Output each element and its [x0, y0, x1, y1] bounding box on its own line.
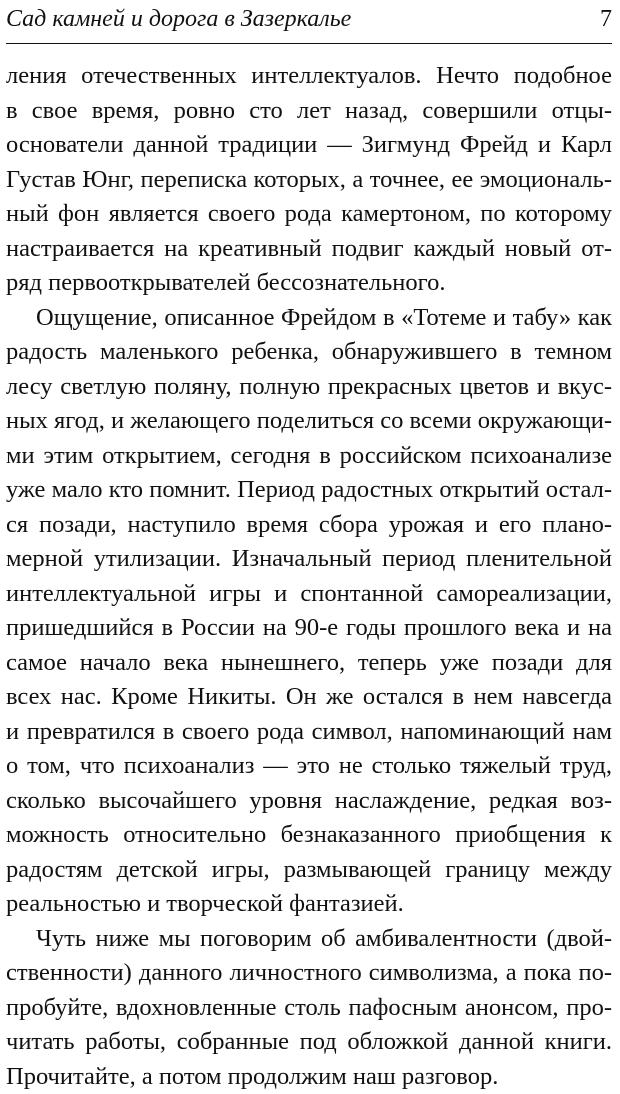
text-line: ми этим открытием, сегодня в российском психоанализе — [6, 439, 612, 474]
text-line: настраивается на креативный подвиг каждый новый от- — [6, 232, 612, 267]
text-line: всех нас. Кроме Никиты. Он же остался в нем навсегда — [6, 680, 612, 715]
paragraph — [6, 301, 612, 922]
text-line: ственности) данного личностного символизма, а пока по- — [6, 956, 612, 991]
page-number: 7 — [600, 3, 612, 35]
text-line: можность относительно безнаказанного приобщения к — [6, 818, 612, 853]
text-line: ряд первооткрывателей бессознательного. — [6, 266, 612, 301]
text-line: пришедшийся в России на 90-е годы прошлого века и на — [6, 611, 612, 646]
text-line: ся позади, наступило время сбора урожая и его плано- — [6, 508, 612, 543]
text-line: интеллектуальной игры и спонтанной самореализации, — [6, 577, 612, 612]
text-line: пробуйте, вдохновленные столь пафосным анонсом, про- — [6, 991, 612, 1026]
text-line: ный фон является своего рода камертоном, по которому — [6, 197, 612, 232]
text-line: читать работы, собранные под обложкой данной книги. — [6, 1025, 612, 1060]
text-line: основатели данной традиции — Зигмунд Фрейд и Карл — [6, 128, 612, 163]
text-line: мерной утилизации. Изначальный период пленительной — [6, 542, 612, 577]
paragraph — [6, 59, 612, 301]
text-line: Густав Юнг, переписка которых, а точнее, ее эмоциональ- — [6, 163, 612, 198]
text-line: радость маленького ребенка, обнаружившего в темном — [6, 335, 612, 370]
text-line: реальностью и творческой фантазией. — [6, 887, 612, 922]
text-line: лесу светлую поляну, полную прекрасных цветов и вкус- — [6, 370, 612, 405]
running-title: Сад камней и дорога в Зазеркалье — [6, 3, 351, 35]
text-line: самое начало века нынешнего, теперь уже позади для — [6, 646, 612, 681]
text-line: сколько высочайшего уровня наслаждение, редкая воз- — [6, 784, 612, 819]
text-line: о том, что психоанализ — это не столько тяжелый труд, — [6, 749, 612, 784]
text-line: Прочитайте, а потом продолжим наш разговор. — [6, 1060, 612, 1094]
paragraph — [6, 922, 612, 1094]
text-line: ления отечественных интеллектуалов. Нечто подобное — [6, 59, 612, 94]
body-text — [6, 59, 612, 1094]
text-line: уже мало кто помнит. Период радостных открытий остал- — [6, 473, 612, 508]
text-line: и превратился в своего рода символ, напоминающий нам — [6, 715, 612, 750]
text-line: в свое время, ровно сто лет назад, совершили отцы- — [6, 94, 612, 129]
text-line: Ощущение, описанное Фрейдом в «Тотеме и табу» как — [6, 301, 612, 336]
text-line: радостям детской игры, размывающей границу между — [6, 853, 612, 888]
text-line: ных ягод, и желающего поделиться со всеми окружающи- — [6, 404, 612, 439]
text-line: Чуть ниже мы поговорим об амбивалентности (двой- — [6, 922, 612, 957]
running-header — [6, 0, 612, 44]
